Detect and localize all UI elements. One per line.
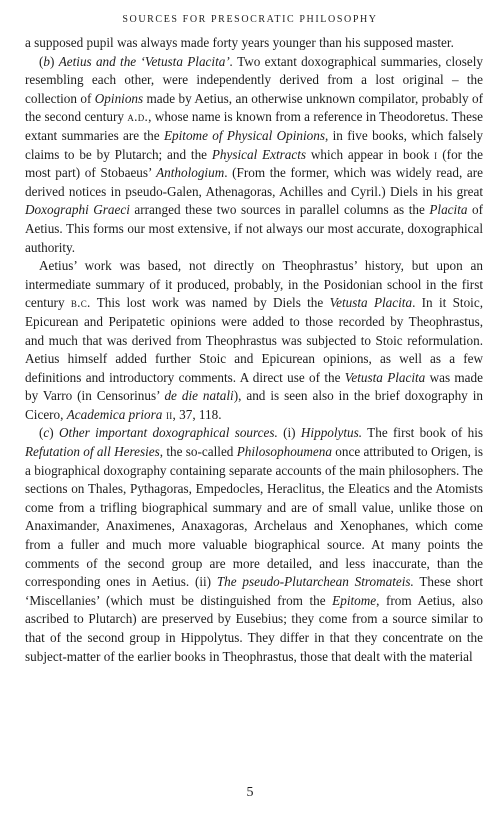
body-text <box>25 34 483 666</box>
text-run: . In it Stoic, Epicurean and Peripatetic opinions were added to those recorded by Theophrastus, and much that was derived from Theophrastus was subjected to Stoic reformulation. Aetius himself added further Stoic and Epicurean opinions, as well as a few definitions and introductory comments. A direct use of the <box>25 295 483 385</box>
text-run: arranged these two sources in parallel columns as the <box>129 202 430 218</box>
paragraph-2 <box>25 53 483 258</box>
text-run: Aetius’ work was based, not directly on Theophrastus’ history, but upon an intermediate summary of it produced, probably, in the Posidonian school in the first century <box>25 258 483 311</box>
text-run: made by Aetius, an otherwise unknown compilator, probably of the second century <box>25 90 484 125</box>
text-run: , the so-called <box>159 444 237 460</box>
text-run: Two extant doxographical summaries, closely resembling each other, were independently derived from a lost original – the collection of <box>25 53 483 106</box>
text-run: a supposed pupil was always made forty years younger than his supposed master. <box>25 35 454 50</box>
small-caps-run: i <box>434 146 438 162</box>
italic-run: Placita <box>429 202 468 218</box>
text-run: ) <box>49 425 59 441</box>
text-run: . (From the former, which was widely read, are derived notices in pseudo-Galen, Athenagoras, Achilles and Cyril.) Diels in his great <box>25 165 483 199</box>
text-run: once attributed to Origen, is a biographical doxography containing separate accounts of the main philosophers. The sections on Thales, Pythagoras, Empedocles, Heraclitus, the Eleatics and the Atomists come from a trifling biographical summary and are of small value, unlike those on Anaximander, Anaximenes, Anaxagoras, Archelaus and Xenophanes, which come from a fuller and much more valuable biographical source. At many points the comments of the second group are more detailed, and less inaccurate, than the corresponding ones in Aetius. (ii) <box>25 444 483 590</box>
text-run: This lost work was named by Diels the <box>90 295 330 311</box>
paragraph-1 <box>25 34 483 53</box>
text-run: , in five books, which falsely claims to be by Plutarch; and the <box>25 127 483 162</box>
italic-run: de die natali <box>164 388 234 404</box>
text-run: , whose name is known from a reference in Theodoretus. These extant summaries are the <box>25 109 483 143</box>
text-run: The first book of his <box>362 425 483 441</box>
text-run: (i) <box>277 425 301 441</box>
section-heading: Other important doxographical sources. <box>59 425 278 441</box>
italic-run: Hippolytus. <box>300 425 363 441</box>
text-run: , from Aetius, also ascribed to Plutarch) are preserved by Eusebius; they come from a source similar to that of the second group in Hippolytus. They differ in that they concentrate on the subject-matter of the earlier books in Theophrastus, those that dealt with the material <box>25 592 483 664</box>
text-run: ), and is seen also in the brief doxography in Cicero, <box>25 388 483 422</box>
italic-run: Refutation of all Heresies <box>25 444 160 460</box>
page-number: 5 <box>246 785 254 800</box>
small-caps-run: b.c. <box>70 295 91 311</box>
italic-run: Vetusta Placita <box>344 369 426 385</box>
text-run: which appear in book <box>306 146 435 162</box>
small-caps-run: a.d. <box>127 109 149 125</box>
italic-run: b <box>43 53 50 69</box>
small-caps-run: ii <box>162 406 173 422</box>
italic-run: c <box>43 425 50 441</box>
text-run: ( <box>39 53 44 69</box>
paragraph-3 <box>25 257 483 424</box>
paragraph-4 <box>25 424 483 666</box>
italic-run: Doxographi Graeci <box>25 202 130 218</box>
italic-run: Academica priora <box>66 406 163 422</box>
italic-run: Anthologium <box>156 165 225 181</box>
text-run: of Aetius. This forms our most extensive, if not always our most accurate, doxographical authority. <box>25 202 483 255</box>
text-run: , 37, 118. <box>172 406 222 422</box>
text-run: These short ‘Miscellanies’ (which must be distinguished from the <box>25 574 483 608</box>
running-head: SOURCES FOR PRESOCRATIC PHILOSOPHY <box>122 14 378 25</box>
italic-run: The pseudo-Plutarchean Stromateis. <box>216 574 414 590</box>
italic-run: Physical Extracts <box>211 146 307 162</box>
section-heading: Aetius and the ‘Vetusta Placita’. <box>58 53 234 69</box>
italic-run: Epitome <box>332 592 377 608</box>
italic-run: Epitome of Physical Opinions <box>163 127 325 143</box>
text-run: (for the most part) of Stobaeus’ <box>25 146 483 181</box>
italic-run: Opinions <box>94 90 144 106</box>
italic-run: Philosophoumena <box>236 444 332 460</box>
text-run: was made by Varro (in Censorinus’ <box>25 369 483 404</box>
italic-run: Vetusta Placita <box>329 295 413 311</box>
text-run: ) <box>50 53 59 69</box>
text-run: ( <box>39 425 44 441</box>
